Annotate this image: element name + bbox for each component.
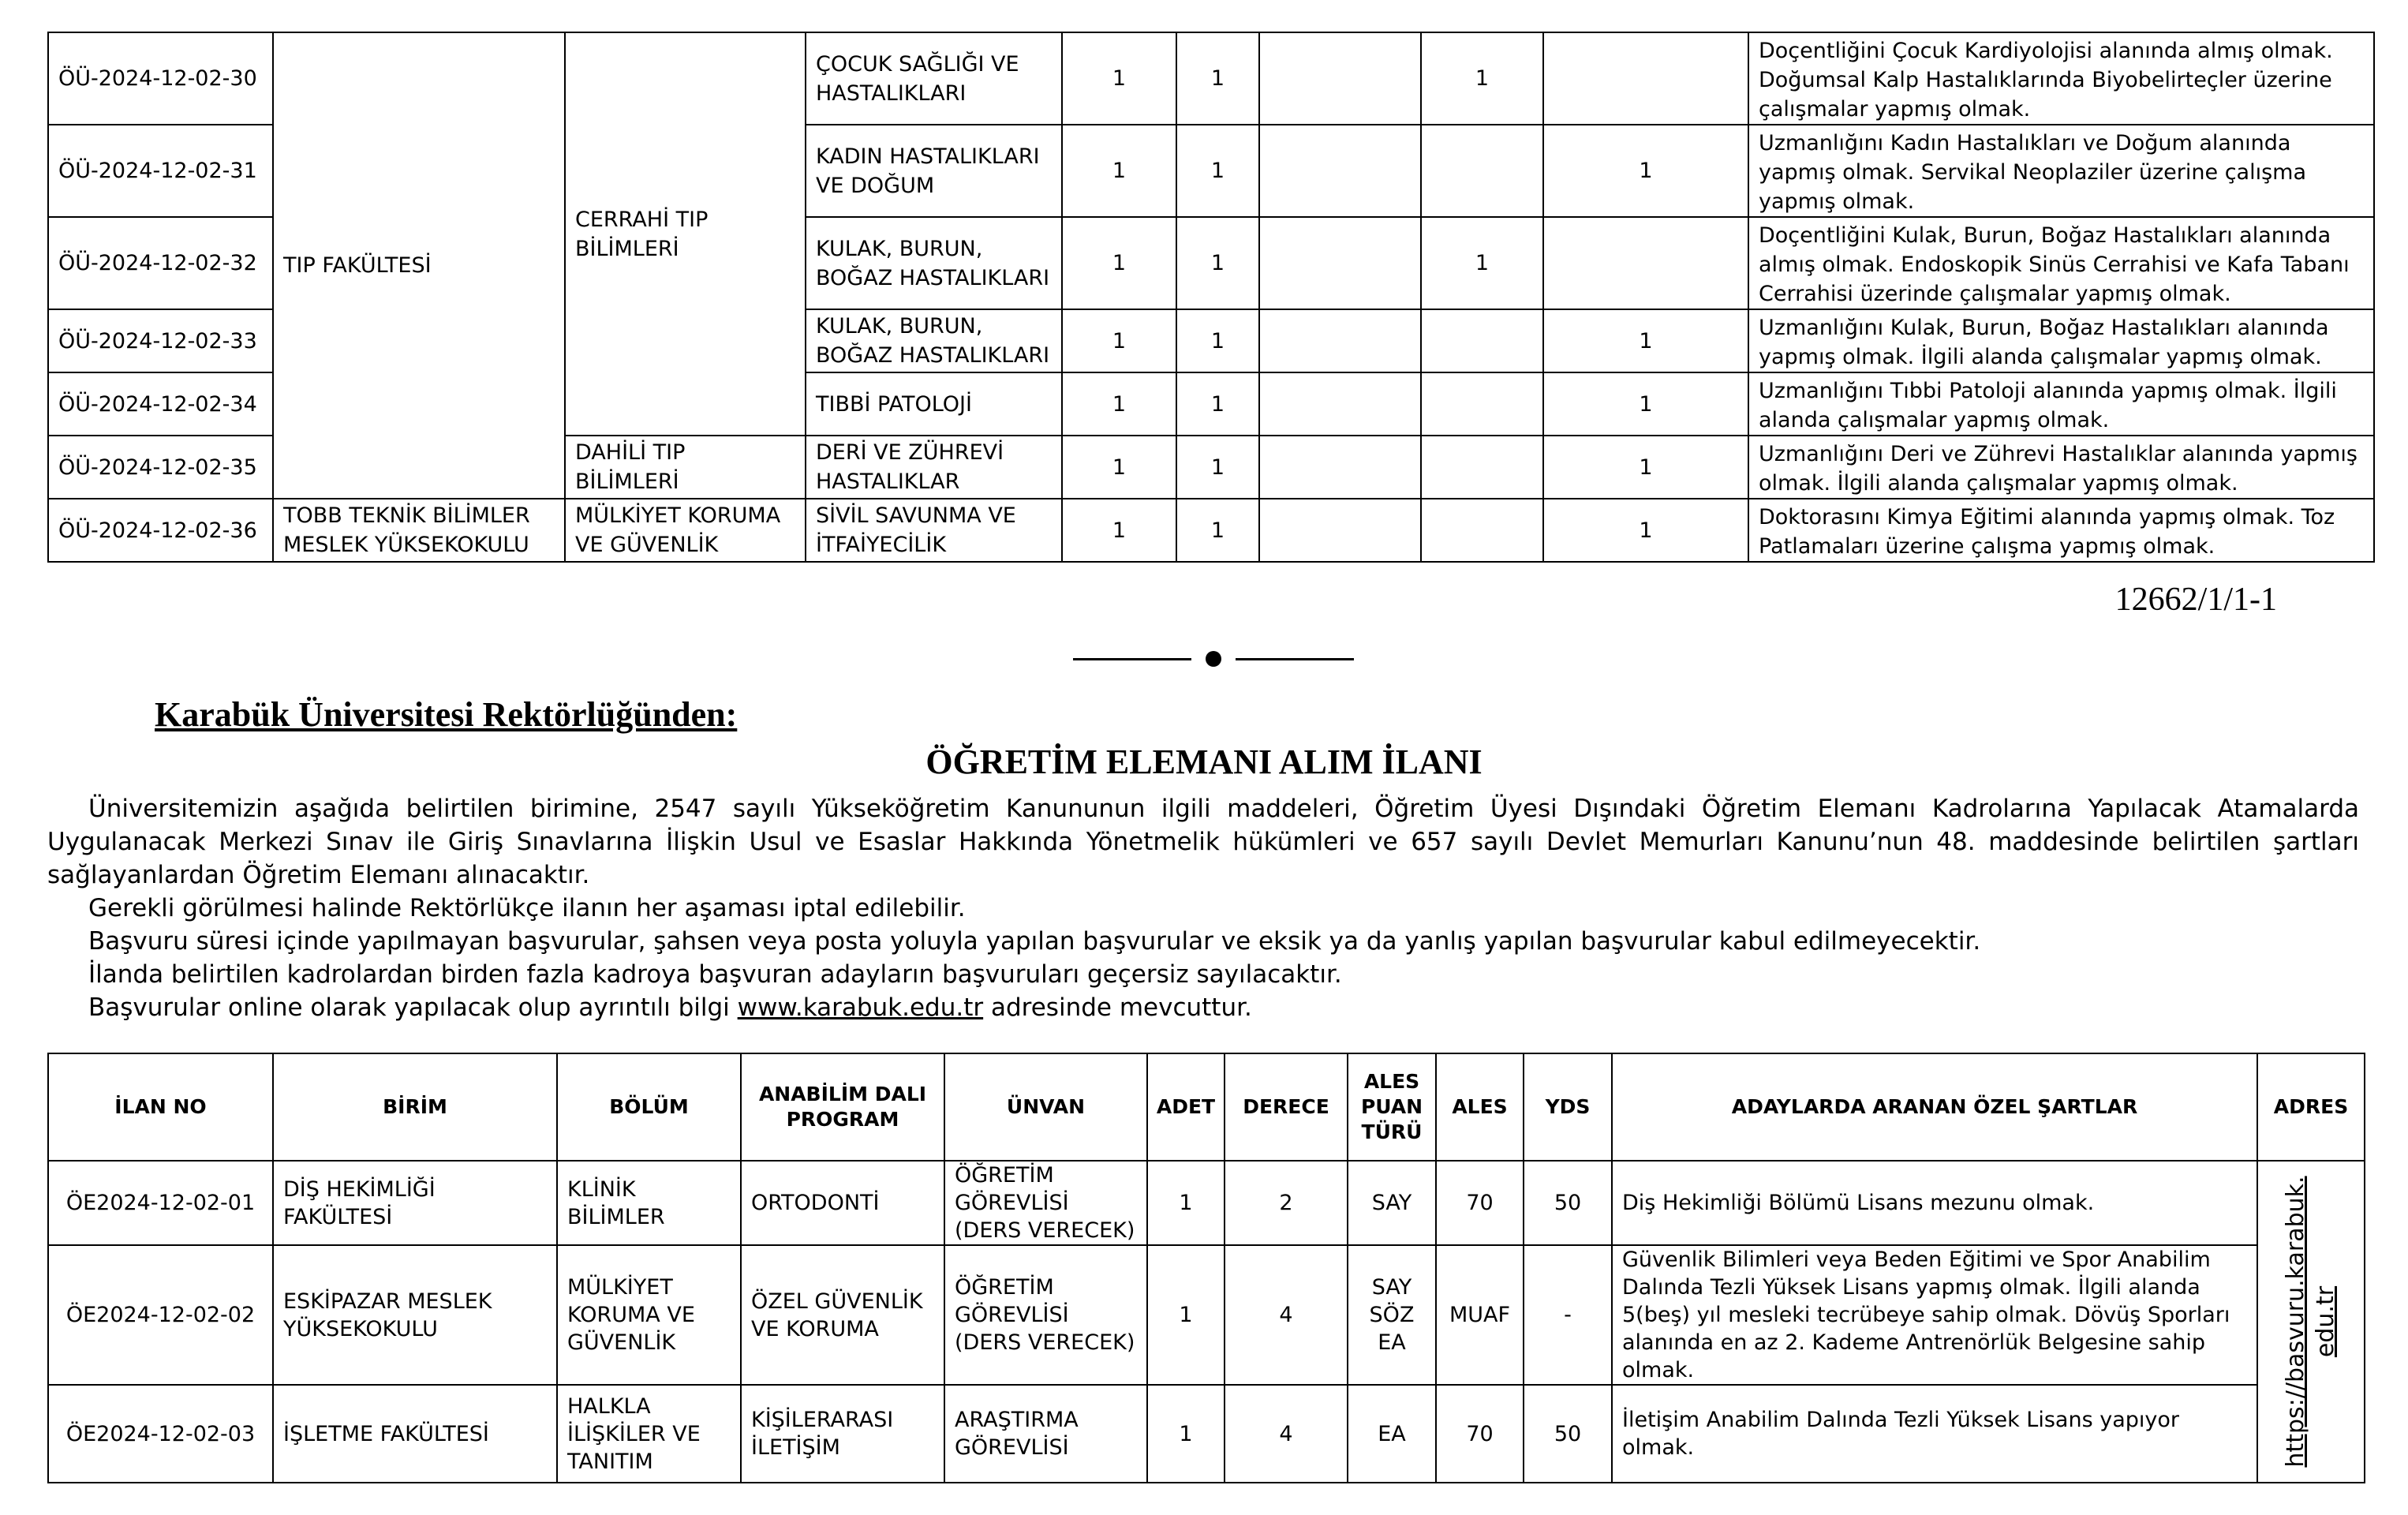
table-row — [48, 32, 2374, 125]
count-cell — [1421, 309, 1543, 372]
column-header: İLAN NO — [48, 1053, 273, 1161]
count-cell: 1 — [1543, 372, 1748, 436]
anabilim-cell: ÇOCUK SAĞLIĞI VE HASTALIKLARI — [806, 32, 1062, 125]
count-cell: 1 — [1421, 217, 1543, 309]
count-cell — [1421, 436, 1543, 499]
bolum-cell: CERRAHİ TIP BİLİMLERİ — [565, 32, 806, 436]
adet-cell: 1 — [1147, 1385, 1225, 1483]
bolum-cell: MÜLKİYET KORUMA VE GÜVENLİK — [565, 499, 806, 562]
bolum-cell: DAHİLİ TIP BİLİMLERİ — [565, 436, 806, 499]
birim-cell: İŞLETME FAKÜLTESİ — [273, 1385, 557, 1483]
section-separator — [1073, 639, 1357, 671]
ilan-no-cell: ÖE2024-12-02-02 — [48, 1245, 273, 1385]
anabilim-cell: TIBBİ PATOLOJİ — [806, 372, 1062, 436]
count-cell: 1 — [1062, 125, 1176, 217]
intro-paragraph: Üniversitemizin aşağıda belirtilen birimine, 2547 sayılı Yükseköğretim Kanununun ilgili maddeleri, Öğretim Üyesi Dışındaki Öğretim Elemanı Kadrolarına Yapılacak Atamalarda Uygulanacak Merkezi Sınav ile Giriş Sınavlarına İlişkin Usul ve Esaslar Hakkında Yönetmelik hükümleri ve 657 sayılı Devlet Memurları Kanunu’nun 48. maddesinde belirtilen şartları sağlayanlardan Öğretim Elemanı alınacaktır. — [47, 795, 2359, 889]
count-cell — [1259, 125, 1421, 217]
count-cell — [1421, 125, 1543, 217]
column-header: YDS — [1524, 1053, 1612, 1161]
separator-dot — [1206, 651, 1221, 667]
yds-cell: 50 — [1524, 1385, 1612, 1483]
column-header: ADET — [1147, 1053, 1225, 1161]
count-cell — [1259, 32, 1421, 125]
count-cell: 1 — [1176, 436, 1259, 499]
column-header: ADRES — [2257, 1053, 2365, 1161]
anabilim-cell: ÖZEL GÜVENLİK VE KORUMA — [741, 1245, 944, 1385]
count-cell — [1259, 309, 1421, 372]
column-header: ANABİLİM DALI PROGRAM — [741, 1053, 944, 1161]
unvan-cell: ÖĞRETİM GÖREVLİSİ (DERS VERECEK) — [944, 1245, 1147, 1385]
count-cell: 1 — [1176, 372, 1259, 436]
requirement-cell: Doçentliğini Çocuk Kardiyolojisi alanında almış olmak. Doğumsal Kalp Hastalıklarında Biyobelirteçler üzerine çalışmalar yapmış olmak. — [1748, 32, 2374, 125]
ales-cell: 70 — [1436, 1385, 1524, 1483]
count-cell: 1 — [1543, 436, 1748, 499]
table-header-row — [48, 1053, 2365, 1161]
bolum-cell: KLİNİK BİLİMLER — [557, 1161, 741, 1245]
faculty-position-table — [47, 32, 2375, 563]
column-header: BÖLÜM — [557, 1053, 741, 1161]
ilan-no-cell: ÖÜ-2024-12-02-31 — [48, 125, 273, 217]
ales-type-cell: SAY SÖZ EA — [1348, 1245, 1436, 1385]
intro-text-pre: Başvurular online olarak yapılacak olup ayrıntılı bilgi — [88, 993, 730, 1022]
anabilim-cell: KİŞİLERARASI İLETİŞİM — [741, 1385, 944, 1483]
anabilim-cell: ORTODONTİ — [741, 1161, 944, 1245]
ilan-no-cell: ÖÜ-2024-12-02-36 — [48, 499, 273, 562]
reference-number: 12662/1/1-1 — [2114, 582, 2277, 618]
count-cell: 1 — [1176, 309, 1259, 372]
count-cell: 1 — [1062, 372, 1176, 436]
intro-paragraph — [47, 991, 2359, 1024]
table-row — [48, 499, 2374, 562]
adet-cell: 1 — [1147, 1245, 1225, 1385]
count-cell: 1 — [1062, 217, 1176, 309]
anabilim-cell: SİVİL SAVUNMA VE İTFAİYECİLİK — [806, 499, 1062, 562]
adet-cell: 1 — [1147, 1161, 1225, 1245]
bolum-cell: HALKLA İLİŞKİLER VE TANITIM — [557, 1385, 741, 1483]
column-header: ALES — [1436, 1053, 1524, 1161]
ilan-no-cell: ÖE2024-12-02-03 — [48, 1385, 273, 1483]
count-cell: 1 — [1176, 125, 1259, 217]
requirement-cell: Uzmanlığını Deri ve Zührevi Hastalıklar alanında yapmış olmak. İlgili alanda çalışmalar yapmış olmak. — [1748, 436, 2374, 499]
ilan-no-cell: ÖÜ-2024-12-02-32 — [48, 217, 273, 309]
count-cell: 1 — [1543, 499, 1748, 562]
count-cell: 1 — [1543, 309, 1748, 372]
ilan-no-cell: ÖÜ-2024-12-02-30 — [48, 32, 273, 125]
ilan-no-cell: ÖÜ-2024-12-02-34 — [48, 372, 273, 436]
requirement-cell: Uzmanlığını Tıbbi Patoloji alanında yapmış olmak. İlgili alanda çalışmalar yapmış olmak. — [1748, 372, 2374, 436]
table-row — [48, 1245, 2365, 1385]
announcer-heading: Karabük Üniversitesi Rektörlüğünden: — [155, 695, 738, 734]
requirement-cell: Doçentliğini Kulak, Burun, Boğaz Hastalıkları alanında almış olmak. Endoskopik Sinüs Cerrahisi ve Kafa Tabanı Cerrahisi üzerinde çalışmalar yapmış olmak. — [1748, 217, 2374, 309]
requirement-cell: Doktorasını Kimya Eğitimi alanında yapmış olmak. Toz Patlamaları üzerine çalışma yapmış olmak. — [1748, 499, 2374, 562]
anabilim-cell: KULAK, BURUN, BOĞAZ HASTALIKLARI — [806, 309, 1062, 372]
count-cell: 1 — [1062, 32, 1176, 125]
count-cell: 1 — [1176, 499, 1259, 562]
staff-recruitment-table — [47, 1053, 2365, 1483]
derece-cell: 4 — [1225, 1245, 1348, 1385]
ales-cell: 70 — [1436, 1161, 1524, 1245]
birim-cell: ESKİPAZAR MESLEK YÜKSEKOKULU — [273, 1245, 557, 1385]
address-line: https://basvuru.karabuk. — [2282, 1176, 2309, 1468]
ilan-no-cell: ÖÜ-2024-12-02-33 — [48, 309, 273, 372]
count-cell — [1259, 217, 1421, 309]
birim-cell: DİŞ HEKİMLİĞİ FAKÜLTESİ — [273, 1161, 557, 1245]
website-link[interactable]: www.karabuk.edu.tr — [737, 993, 984, 1022]
count-cell — [1259, 372, 1421, 436]
requirement-cell: Uzmanlığını Kadın Hastalıkları ve Doğum alanında yapmış olmak. Servikal Neoplaziler üzerine çalışma yapmış olmak. — [1748, 125, 2374, 217]
ilan-no-cell: ÖÜ-2024-12-02-35 — [48, 436, 273, 499]
ilan-no-cell: ÖE2024-12-02-01 — [48, 1161, 273, 1245]
column-header: ÜNVAN — [944, 1053, 1147, 1161]
count-cell — [1259, 499, 1421, 562]
derece-cell: 4 — [1225, 1385, 1348, 1483]
intro-text-post: adresinde mevcuttur. — [991, 993, 1252, 1022]
address-cell — [2257, 1161, 2365, 1483]
anabilim-cell: KADIN HASTALIKLARI VE DOĞUM — [806, 125, 1062, 217]
anabilim-cell: KULAK, BURUN, BOĞAZ HASTALIKLARI — [806, 217, 1062, 309]
anabilim-cell: DERİ VE ZÜHREVİ HASTALIKLAR — [806, 436, 1062, 499]
count-cell: 1 — [1062, 436, 1176, 499]
ales-type-cell: SAY — [1348, 1161, 1436, 1245]
count-cell: 1 — [1176, 217, 1259, 309]
requirement-cell: Güvenlik Bilimleri veya Beden Eğitimi ve Spor Anabilim Dalında Tezli Yüksek Lisans yapmış olmak. İlgili alanda 5(beş) yıl mesleki tecrübeye sahip olmak. Dövüş Sporları alanında en az 2. Kademe Antrenörlük Belgesine sahip olmak. — [1612, 1245, 2257, 1385]
count-cell: 1 — [1543, 125, 1748, 217]
column-header: DERECE — [1225, 1053, 1348, 1161]
birim-cell: TIP FAKÜLTESİ — [273, 32, 565, 499]
intro-paragraph: İlanda belirtilen kadrolardan birden fazla kadroya başvuran adayların başvuruları geçersiz sayılacaktır. — [88, 960, 1342, 989]
count-cell — [1421, 372, 1543, 436]
column-header: ALES PUAN TÜRÜ — [1348, 1053, 1436, 1161]
count-cell — [1259, 436, 1421, 499]
intro-paragraph: Gerekli görülmesi halinde Rektörlükçe ilanın her aşaması iptal edilebilir. — [88, 894, 966, 922]
address-line: edu.tr — [2312, 1285, 2339, 1358]
address-link[interactable] — [2281, 1176, 2341, 1467]
yds-cell: 50 — [1524, 1161, 1612, 1245]
column-header: BİRİM — [273, 1053, 557, 1161]
table-row — [48, 1385, 2365, 1483]
ales-type-cell: EA — [1348, 1385, 1436, 1483]
count-cell: 1 — [1062, 499, 1176, 562]
column-header: ADAYLARDA ARANAN ÖZEL ŞARTLAR — [1612, 1053, 2257, 1161]
count-cell — [1543, 217, 1748, 309]
bolum-cell: MÜLKİYET KORUMA VE GÜVENLİK — [557, 1245, 741, 1385]
page-title: ÖĞRETİM ELEMANI ALIM İLANI — [925, 743, 1483, 781]
unvan-cell: ARAŞTIRMA GÖREVLİSİ — [944, 1385, 1147, 1483]
table-row — [48, 1161, 2365, 1245]
count-cell — [1421, 499, 1543, 562]
intro-text — [47, 792, 2359, 1024]
count-cell — [1543, 32, 1748, 125]
requirement-cell: Diş Hekimliği Bölümü Lisans mezunu olmak. — [1612, 1161, 2257, 1245]
yds-cell: - — [1524, 1245, 1612, 1385]
derece-cell: 2 — [1225, 1161, 1348, 1245]
requirement-cell: İletişim Anabilim Dalında Tezli Yüksek Lisans yapıyor olmak. — [1612, 1385, 2257, 1483]
birim-cell: TOBB TEKNİK BİLİMLER MESLEK YÜKSEKOKULU — [273, 499, 565, 562]
count-cell: 1 — [1421, 32, 1543, 125]
count-cell: 1 — [1062, 309, 1176, 372]
intro-paragraph: Başvuru süresi içinde yapılmayan başvurular, şahsen veya posta yoluyla yapılan başvurular ve eksik ya da yanlış yapılan başvurular kabul edilmeyecektir. — [88, 927, 1981, 956]
ales-cell: MUAF — [1436, 1245, 1524, 1385]
requirement-cell: Uzmanlığını Kulak, Burun, Boğaz Hastalıkları alanında yapmış olmak. İlgili alanda çalışmalar yapmış olmak. — [1748, 309, 2374, 372]
count-cell: 1 — [1176, 32, 1259, 125]
unvan-cell: ÖĞRETİM GÖREVLİSİ (DERS VERECEK) — [944, 1161, 1147, 1245]
